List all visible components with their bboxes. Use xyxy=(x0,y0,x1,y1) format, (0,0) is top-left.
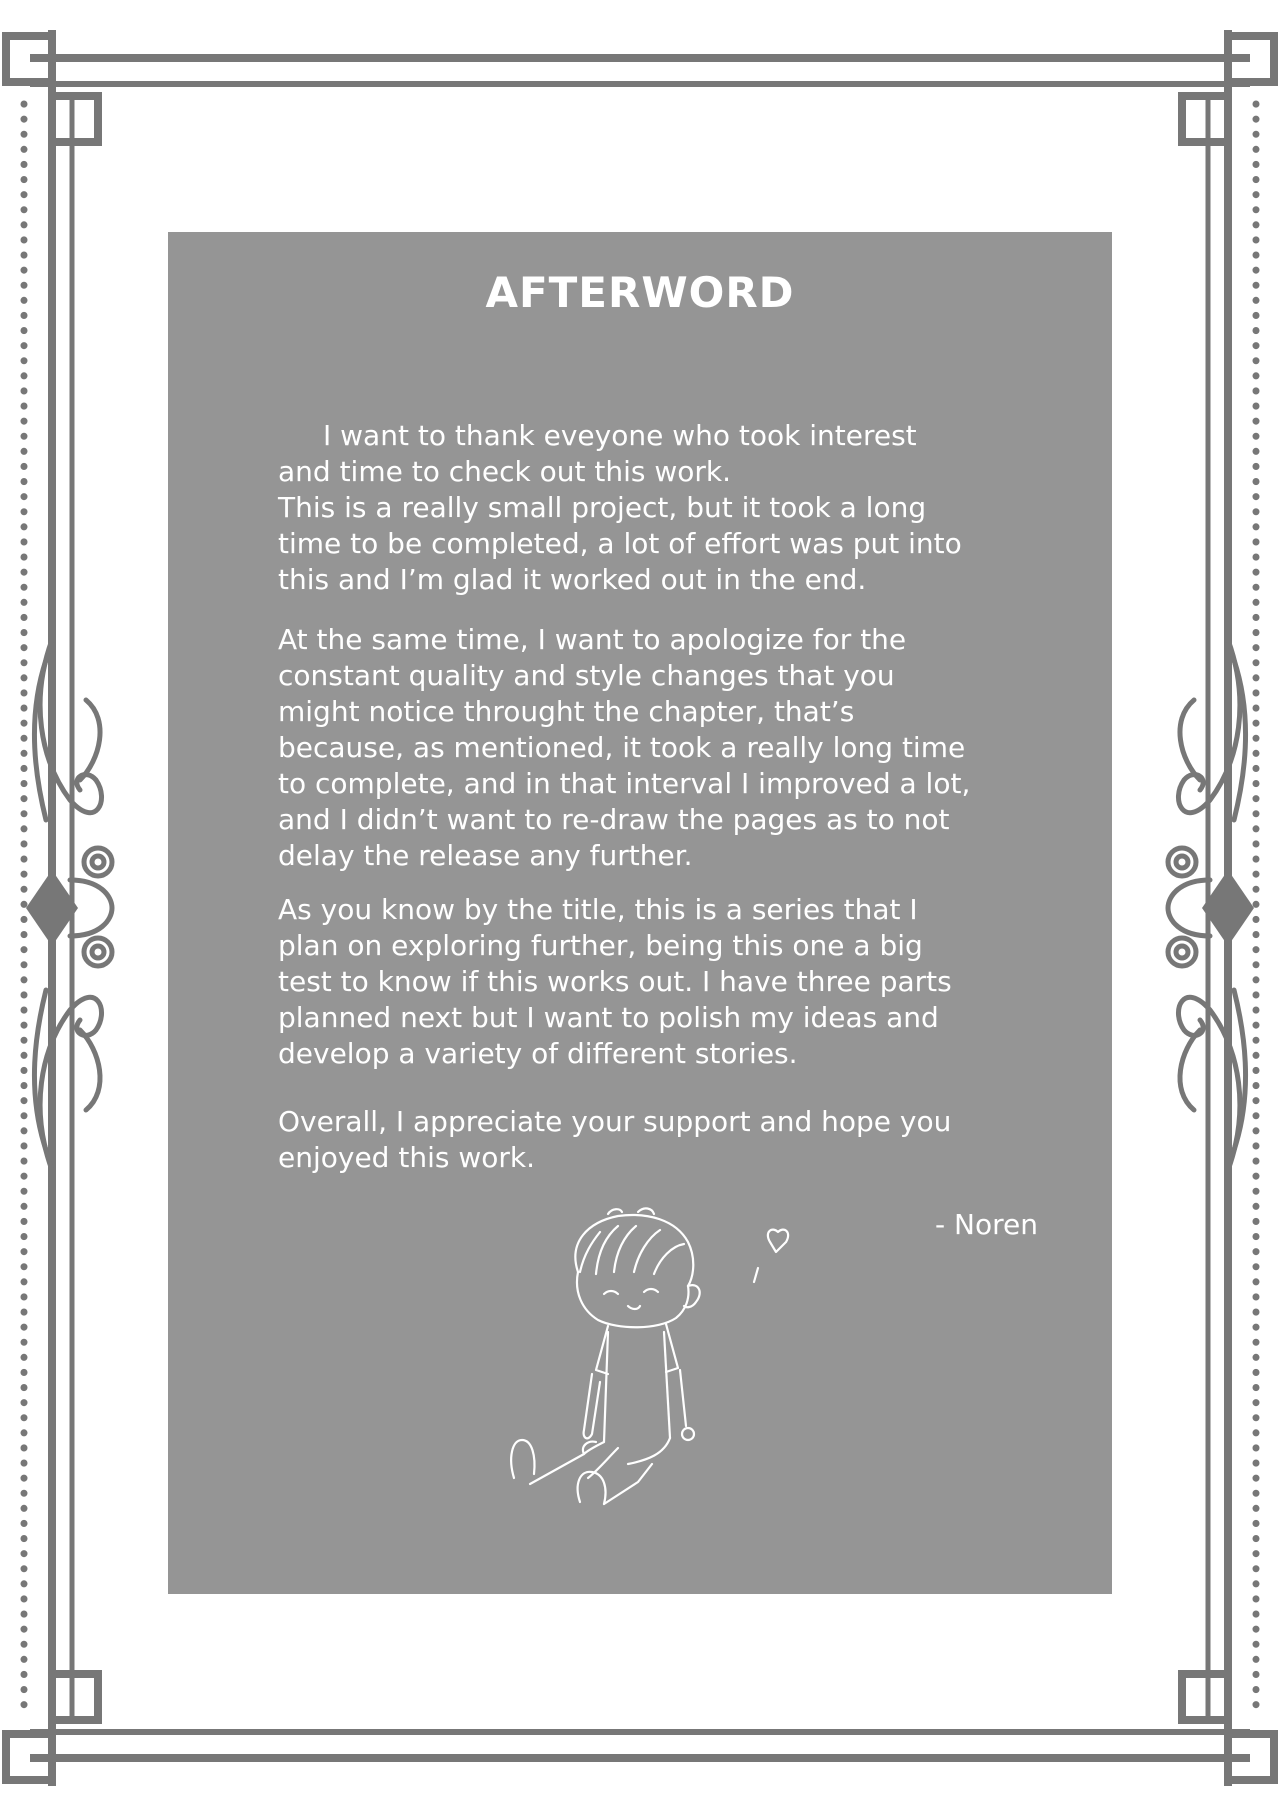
text-line: this and I’m glad it worked out in the end. xyxy=(278,563,867,596)
text-line: develop a variety of different stories. xyxy=(278,1037,798,1070)
text-line: to complete, and in that interval I improved a lot, xyxy=(278,767,971,800)
text-line: delay the release any further. xyxy=(278,839,693,872)
page-title: AFTERWORD xyxy=(485,268,795,317)
text-line: As you know by the title, this is a series that I xyxy=(278,893,918,926)
text-line: time to be completed, a lot of effort was put into xyxy=(278,527,962,560)
text-line: plan on exploring further, being this one a big xyxy=(278,929,923,962)
text-line: test to know if this works out. I have three parts xyxy=(278,965,952,998)
author-doodle-illustration xyxy=(488,1202,828,1582)
text-line: I want to thank eveyone who took interest xyxy=(323,419,917,452)
text-line: and I didn’t want to re-draw the pages as to not xyxy=(278,803,950,836)
author-signature: - Noren xyxy=(935,1208,1038,1241)
paragraph-closing xyxy=(278,1104,1058,1176)
paragraph-series xyxy=(278,892,1058,1072)
text-line: This is a really small project, but it took a long xyxy=(278,491,927,524)
paragraph-thanks xyxy=(278,418,1058,598)
text-line: might notice throught the chapter, that’s xyxy=(278,695,855,728)
text-line: Overall, I appreciate your support and hope you xyxy=(278,1105,952,1138)
text-line: At the same time, I want to apologize for the xyxy=(278,623,907,656)
afterword-panel xyxy=(168,232,1112,1594)
text-line: because, as mentioned, it took a really long time xyxy=(278,731,966,764)
text-line: planned next but I want to polish my ideas and xyxy=(278,1001,939,1034)
text-line: and time to check out this work. xyxy=(278,455,732,488)
text-line: constant quality and style changes that you xyxy=(278,659,895,692)
paragraph-apology xyxy=(278,622,1058,874)
text-line: enjoyed this work. xyxy=(278,1141,536,1174)
